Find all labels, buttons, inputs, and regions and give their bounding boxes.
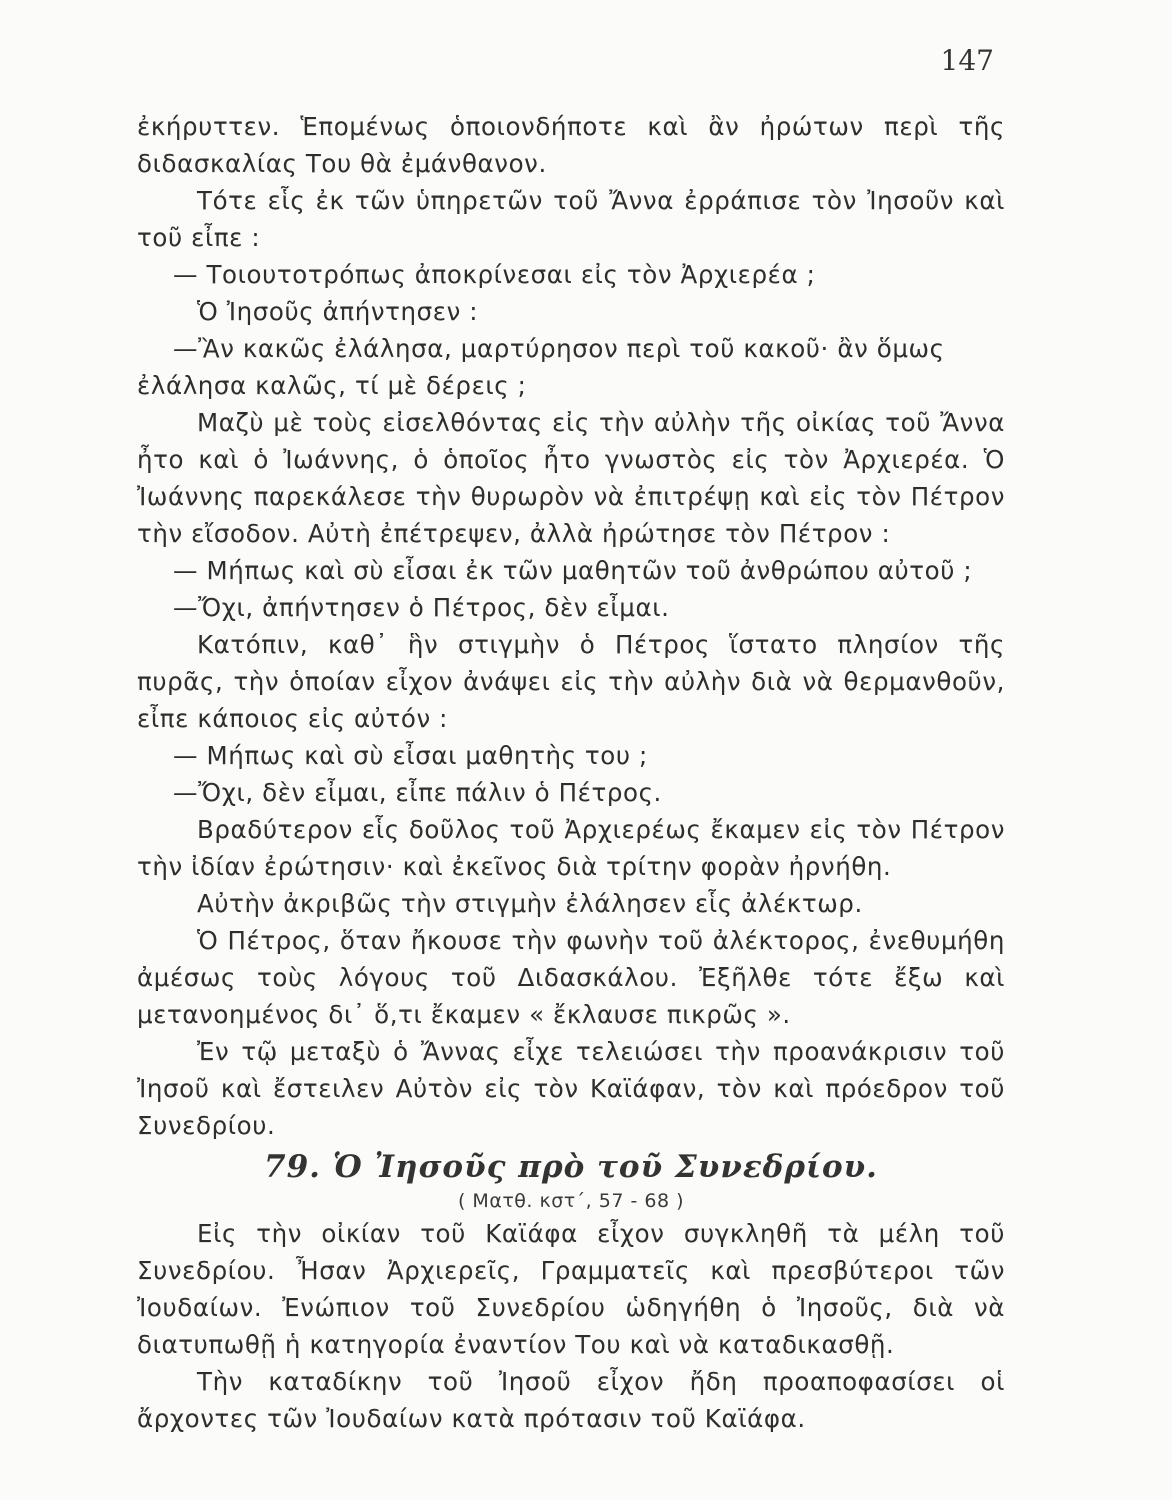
paragraph: Τότε εἷς ἐκ τῶν ὑπηρετῶν τοῦ Ἄννα ἐρράπισε τὸν Ἰησοῦν καὶ τοῦ εἶπε : <box>137 186 1005 252</box>
body-text <box>137 108 1005 1437</box>
paragraph: — Μήπως καὶ σὺ εἶσαι ἐκ τῶν μαθητῶν τοῦ ἀνθρώπου αὐτοῦ ; <box>173 556 973 585</box>
paragraph: Κατόπιν, καθ᾿ ἣν στιγμὴν ὁ Πέτρος ἵστατο πλησίον τῆς πυρᾶς, τὴν ὁποίαν εἶχον ἀνάψει εἰς τὴν αὐλὴν διὰ νὰ θερμανθοῦν, εἶπε κάποιος εἰς αὐτόν : <box>137 630 1005 733</box>
paragraph: Βραδύτερον εἷς δοῦλος τοῦ Ἀρχιερέως ἔκαμεν εἰς τὸν Πέτρον τὴν ἰδίαν ἐρώτησιν· καὶ ἐκεῖνος διὰ τρίτην φορὰν ἠρνήθη. <box>137 815 1005 881</box>
paragraph: —Ὄχι, δὲν εἶμαι, εἶπε πάλιν ὁ Πέτρος. <box>173 778 662 807</box>
paragraph: Τὴν καταδίκην τοῦ Ἰησοῦ εἶχον ἤδη προαποφασίσει οἱ ἄρχοντες τῶν Ἰουδαίων κατὰ πρότασιν τοῦ Καϊάφα. <box>137 1367 1005 1433</box>
paragraph: Μαζὺ μὲ τοὺς εἰσελθόντας εἰς τὴν αὐλὴν τῆς οἰκίας τοῦ Ἄννα ἦτο καὶ ὁ Ἰωάννης, ὁ ὁποῖος ἦτο γνωστὸς εἰς τὸν Ἀρχιερέα. Ὁ Ἰωάννης παρεκάλεσε τὴν θυρωρὸν νὰ ἐπιτρέψῃ καὶ εἰς τὸν Πέτρον τὴν εἴσοδον. Αὐτὴ ἐπέτρεψεν, ἀλλὰ ἠρώτησε τὸν Πέτρον : <box>137 408 1005 548</box>
paragraph: Ὁ Πέτρος, ὅταν ἤκουσε τὴν φωνὴν τοῦ ἀλέκτορος, ἐνεθυμήθη ἀμέσως τοὺς λόγους τοῦ Διδασκάλου. Ἐξῆλθε τότε ἔξω καὶ μετανοημένος δι᾿ ὅ,τι ἔκαμεν « ἔκλαυσε πικρῶς ». <box>137 926 1005 1029</box>
paragraph: Εἰς τὴν οἰκίαν τοῦ Καϊάφα εἶχον συγκληθῆ τὰ μέλη τοῦ Συνεδρίου. Ἦσαν Ἀρχιερεῖς, Γραμματεῖς καὶ πρεσβύτεροι τῶν Ἰουδαίων. Ἐνώπιον τοῦ Συνεδρίου ὡδηγήθη ὁ Ἰησοῦς, διὰ νὰ διατυπωθῇ ἡ κατηγορία ἐναντίον Του καὶ νὰ καταδικασθῇ. <box>137 1219 1005 1359</box>
paragraph: —Ἂν κακῶς ἐλάλησα, μαρτύρησον περὶ τοῦ κακοῦ· ἂν ὅμως ἐλάλησα καλῶς, τί μὲ δέρεις ; <box>137 334 945 400</box>
paragraph: Ὁ Ἰησοῦς ἀπήντησεν : <box>197 297 479 326</box>
paragraph: Αὐτὴν ἀκριβῶς τὴν στιγμὴν ἐλάλησεν εἷς ἀλέκτωρ. <box>197 889 863 918</box>
paragraph: —Ὄχι, ἀπήντησεν ὁ Πέτρος, δὲν εἶμαι. <box>173 593 670 622</box>
paragraph: — Τοιουτοτρόπως ἀποκρίνεσαι εἰς τὸν Ἀρχιερέα ; <box>173 260 816 289</box>
paragraphs-after <box>137 1215 1005 1437</box>
paragraphs-before <box>137 108 1005 1144</box>
paragraph: Ἐν τῷ μεταξὺ ὁ Ἄννας εἶχε τελειώσει τὴν προανάκρισιν τοῦ Ἰησοῦ καὶ ἔστειλεν Αὐτὸν εἰς τὸν Καϊάφαν, τὸν καὶ πρόεδρον τοῦ Συνεδρίου. <box>137 1037 1005 1140</box>
section-title: 79. Ὁ Ἰησοῦς πρὸ τοῦ Συνεδρίου. <box>264 1149 878 1185</box>
paragraph: — Μήπως καὶ σὺ εἶσαι μαθητὴς του ; <box>173 741 648 770</box>
paragraph: ἐκήρυττεν. Ἑπομένως ὁποιονδήποτε καὶ ἂν ἠρώτων περὶ τῆς διδασκαλίας Του θὰ ἐμάνθανον. <box>137 112 1005 178</box>
section-reference: ( Ματθ. κστ΄, 57 - 68 ) <box>457 1190 684 1212</box>
page-number: 147 <box>940 44 994 77</box>
